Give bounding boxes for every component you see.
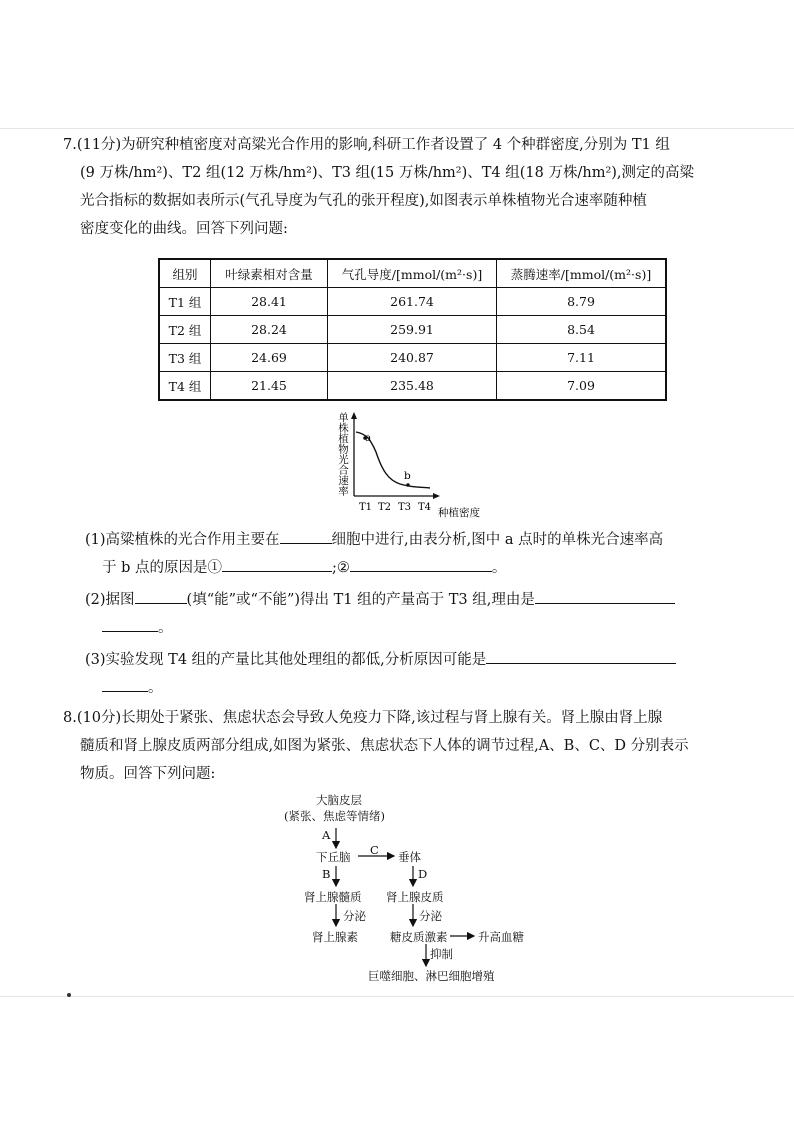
question-8-stem (63, 704, 743, 788)
cerebral-cortex: 大脑皮层 (316, 793, 362, 807)
photosynthesis-density-graph (318, 408, 498, 520)
q7-line: 7.(11分)为研究种植密度对高粱光合作用的影响,科研工作者设置了 4 个种群密度,分别为 T1 组 (63, 137, 670, 153)
adrenal-cortex: 肾上腺皮质 (386, 890, 444, 904)
table-header: 组别 (159, 259, 211, 288)
table-row (159, 372, 666, 401)
x-tick-label: T3 (398, 502, 412, 513)
substance-b-label: B (322, 867, 331, 881)
q7-line: (9 万株/hm²)、T2 组(12 万株/hm²)、T3 组(15 万株/hm²)、T4 组(18 万株/hm²),测定的高粱 (80, 165, 695, 181)
secrete-label: 分泌 (419, 909, 442, 923)
table-header-row (159, 259, 666, 288)
text: (2)据图 (85, 592, 135, 608)
table-header: 蒸腾速率/[mmol/(m²·s)] (497, 259, 667, 288)
table-cell: T3 组 (159, 344, 211, 372)
table-cell: T2 组 (159, 316, 211, 344)
table-row (159, 288, 666, 316)
answer-blank[interactable] (350, 555, 492, 572)
answer-blank[interactable] (135, 587, 187, 604)
question-7-part-2 (85, 586, 745, 642)
answer-blank[interactable] (102, 615, 158, 632)
text: (1)高粱植株的光合作用主要在 (85, 532, 280, 548)
point-b-marker (406, 483, 410, 487)
text: 细胞中进行,由表分析,图中 a 点时的单株光合速率高 (331, 532, 664, 548)
table-cell: 28.24 (211, 316, 328, 344)
text: 。 (148, 680, 163, 696)
regulation-diagram (280, 790, 540, 990)
adrenaline: 肾上腺素 (312, 930, 358, 944)
graph-xlabel: 种植密度 (438, 507, 480, 519)
raise-blood-glucose: 升高血糖 (478, 930, 524, 944)
question-7-part-3 (85, 646, 745, 702)
table-row (159, 344, 666, 372)
text: (填“能”或“不能”)得出 T1 组的产量高于 T3 组,理由是 (186, 592, 535, 608)
table-header: 气孔导度/[mmol/(m²·s)] (328, 259, 497, 288)
q7-line: 光合指标的数据如表所示(气孔导度为气孔的张开程度),如图表示单株植物光合速率随种植 (80, 193, 647, 209)
x-tick-label: T1 (359, 502, 373, 513)
table-cell: 8.54 (497, 316, 667, 344)
text: 。 (491, 560, 507, 576)
adrenal-medulla: 肾上腺髓质 (304, 890, 362, 904)
bottom-divider (0, 996, 794, 997)
emotion-note: (紧张、焦虑等情绪) (284, 809, 385, 823)
glucocorticoid: 糖皮质激素 (390, 930, 448, 944)
table-cell: 7.11 (497, 344, 667, 372)
hypothalamus: 下丘脑 (316, 850, 351, 864)
table-cell: 259.91 (328, 316, 497, 344)
answer-blank[interactable] (102, 675, 148, 692)
q8-line: 髓质和肾上腺皮质两部分组成,如图为紧张、焦虑状态下人体的调节过程,A、B、C、D 分别表示 (80, 738, 689, 754)
answer-blank[interactable] (222, 555, 332, 572)
text: (3)实验发现 T4 组的产量比其他处理组的都低,分析原因可能是 (85, 652, 487, 668)
text: 。 (158, 620, 173, 636)
answer-blank[interactable] (486, 647, 676, 664)
q8-line: 物质。回答下列问题: (80, 766, 216, 782)
table-cell: 7.09 (497, 372, 667, 401)
top-divider (0, 128, 794, 129)
question-7-stem (63, 131, 743, 243)
substance-a-label: A (322, 828, 331, 842)
answer-blank[interactable] (280, 527, 332, 544)
pituitary: 垂体 (398, 850, 421, 864)
table-cell: 235.48 (328, 372, 497, 401)
substance-c-label: C (370, 843, 379, 857)
question-7-part-1 (85, 526, 745, 582)
y-axis-arrow (351, 412, 357, 419)
page-mark (67, 993, 71, 997)
x-tick-label: T4 (418, 502, 432, 513)
immune-cells: 巨噬细胞、淋巴细胞增殖 (368, 969, 495, 983)
secrete-label: 分泌 (343, 909, 366, 923)
q8-line: 8.(10分)长期处于紧张、焦虑状态会导致人免疫力下降,该过程与肾上腺有关。肾上腺由肾上腺 (63, 710, 663, 726)
table-cell: T4 组 (159, 372, 211, 401)
graph-ylabel: 单株植物光合速率 (337, 412, 349, 496)
table-cell: 21.45 (211, 372, 328, 401)
q7-line: 密度变化的曲线。回答下列问题: (80, 221, 288, 237)
table-cell: 8.79 (497, 288, 667, 316)
table-row (159, 316, 666, 344)
x-tick-label: T2 (378, 502, 392, 513)
point-b-label: b (404, 470, 411, 482)
text: ;② (332, 560, 350, 576)
inhibit-label: 抑制 (430, 947, 453, 961)
table-header: 叶绿素相对含量 (211, 259, 328, 288)
table-cell: 24.69 (211, 344, 328, 372)
answer-blank[interactable] (535, 587, 675, 604)
point-a-label: a (365, 432, 372, 444)
text: 于 b 点的原因是① (102, 560, 222, 576)
table-cell: 28.41 (211, 288, 328, 316)
table-cell: 240.87 (328, 344, 497, 372)
substance-d-label: D (418, 867, 428, 881)
table-cell: T1 组 (159, 288, 211, 316)
photosynthesis-table (158, 258, 667, 401)
table-cell: 261.74 (328, 288, 497, 316)
x-axis-arrow (433, 493, 440, 499)
